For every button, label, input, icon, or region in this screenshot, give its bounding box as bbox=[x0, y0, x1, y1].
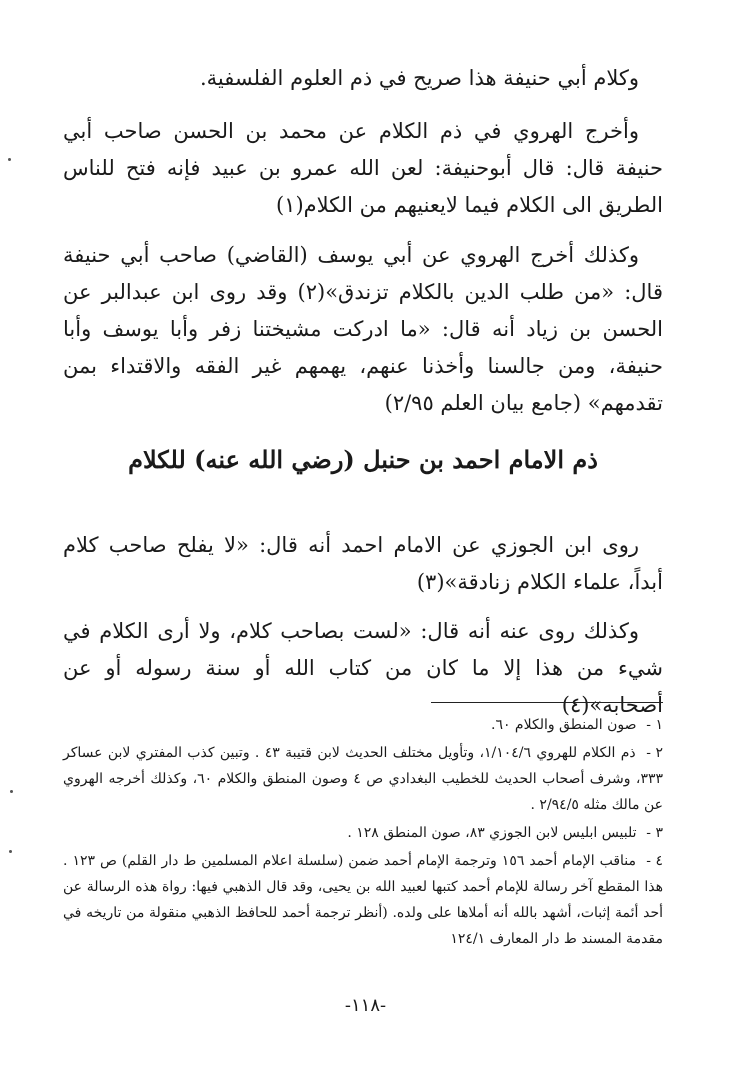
paragraph-1 bbox=[63, 60, 663, 97]
footnote-3-text: تلبيس ابليس لابن الجوزي ٨٣، صون المنطق ١٢٨ . bbox=[347, 825, 637, 841]
paragraph-2-text: وأخرج الهروي في ذم الكلام عن محمد بن الحسن صاحب أبي حنيفة قال: قال أبوحنيفة: لعن الله عمرو بن عبيد فإنه فتح للناس الطريق الى الكلام فيما لايعنيهم من الكلام(١) bbox=[63, 119, 663, 217]
paragraph-4 bbox=[63, 527, 663, 601]
footnotes bbox=[63, 712, 663, 954]
footnote-1 bbox=[63, 712, 663, 738]
footnote-4-number: ٤ - bbox=[646, 853, 664, 869]
paragraph-1-text: وكلام أبي حنيفة هذا صريح في ذم العلوم الفلسفية. bbox=[199, 66, 639, 90]
scan-speck bbox=[10, 790, 13, 793]
paragraph-2 bbox=[63, 113, 663, 224]
section-heading: ذم الامام احمد بن حنبل (رضي الله عنه) للكلام bbox=[128, 445, 598, 474]
footnote-2-number: ٢ - bbox=[646, 745, 663, 761]
page-number: -١١٨- bbox=[344, 995, 387, 1016]
footnote-divider bbox=[431, 702, 663, 703]
footnote-4 bbox=[63, 848, 663, 952]
paragraph-4-text: روى ابن الجوزي عن الامام احمد أنه قال: «لا يفلح صاحب كلام أبداً، علماء الكلام زنادقة»(٣) bbox=[63, 533, 663, 594]
scan-speck bbox=[8, 158, 11, 161]
paragraph-3-text: وكذلك أخرج الهروي عن أبي يوسف (القاضي) صاحب أبي حنيفة قال: «من طلب الدين بالكلام تزندق»(٢) وقد روى ابن عبدالبر عن الحسن بن زياد أنه قال: «ما ادركت مشيختنا زفر وأبا يوسف وأبا حنيفة، ومن جالسنا وأخذنا عنهم، يهمهم غير الفقه والاقتداء بمن تقدمهم» (جامع بيان العلم ٢/٩٥) bbox=[63, 243, 663, 415]
scan-speck bbox=[9, 850, 12, 853]
footnote-3 bbox=[63, 820, 663, 846]
footnote-3-number: ٣ - bbox=[646, 825, 663, 841]
footnote-2-text: ذم الكلام للهروي ١/١٠٤/٦، وتأويل مختلف الحديث لابن قتيبة ٤٣ . وتبين كذب المفتري لابن عساكر ٣٣٣، وشرف أصحاب الحديث للخطيب البغدادي ص ٤ وصون المنطق والكلام ٦٠، وكذلك أخرجه الهروي عن مالك مثله ٢/٩٤/٥ . bbox=[63, 745, 663, 813]
paragraph-3 bbox=[63, 237, 663, 422]
paragraph-5 bbox=[63, 613, 663, 724]
paragraph-5-text: وكذلك روى عنه أنه قال: «لست بصاحب كلام، ولا أرى الكلام في شيء من هذا إلا ما كان من كتاب الله أو سنة رسوله أو عن أصحابه»(٤) bbox=[63, 619, 663, 717]
footnote-2 bbox=[63, 740, 663, 818]
footnote-1-text: صون المنطق والكلام ٦٠. bbox=[490, 717, 637, 733]
footnote-1-number: ١ - bbox=[646, 717, 663, 733]
footnote-4-text: مناقب الإمام أحمد ١٥٦ وترجمة الإمام أحمد ضمن (سلسلة اعلام المسلمين ط دار القلم) ص ١٢٣ . هذا المقطع آخر رسالة للإمام أحمد كتبها لعبيد الله بن يحيى، وقد قال الذهبي فيها: رواة هذه الرسالة عن أحد أئمة إثبات، أشهد بالله أنه أملاها على ولده. (أنظر ترجمة أحمد للحافظ الذهبي منقولة من تاريخه في مقدمة المسند ط دار المعارف ١٢٤/١ bbox=[63, 853, 663, 947]
